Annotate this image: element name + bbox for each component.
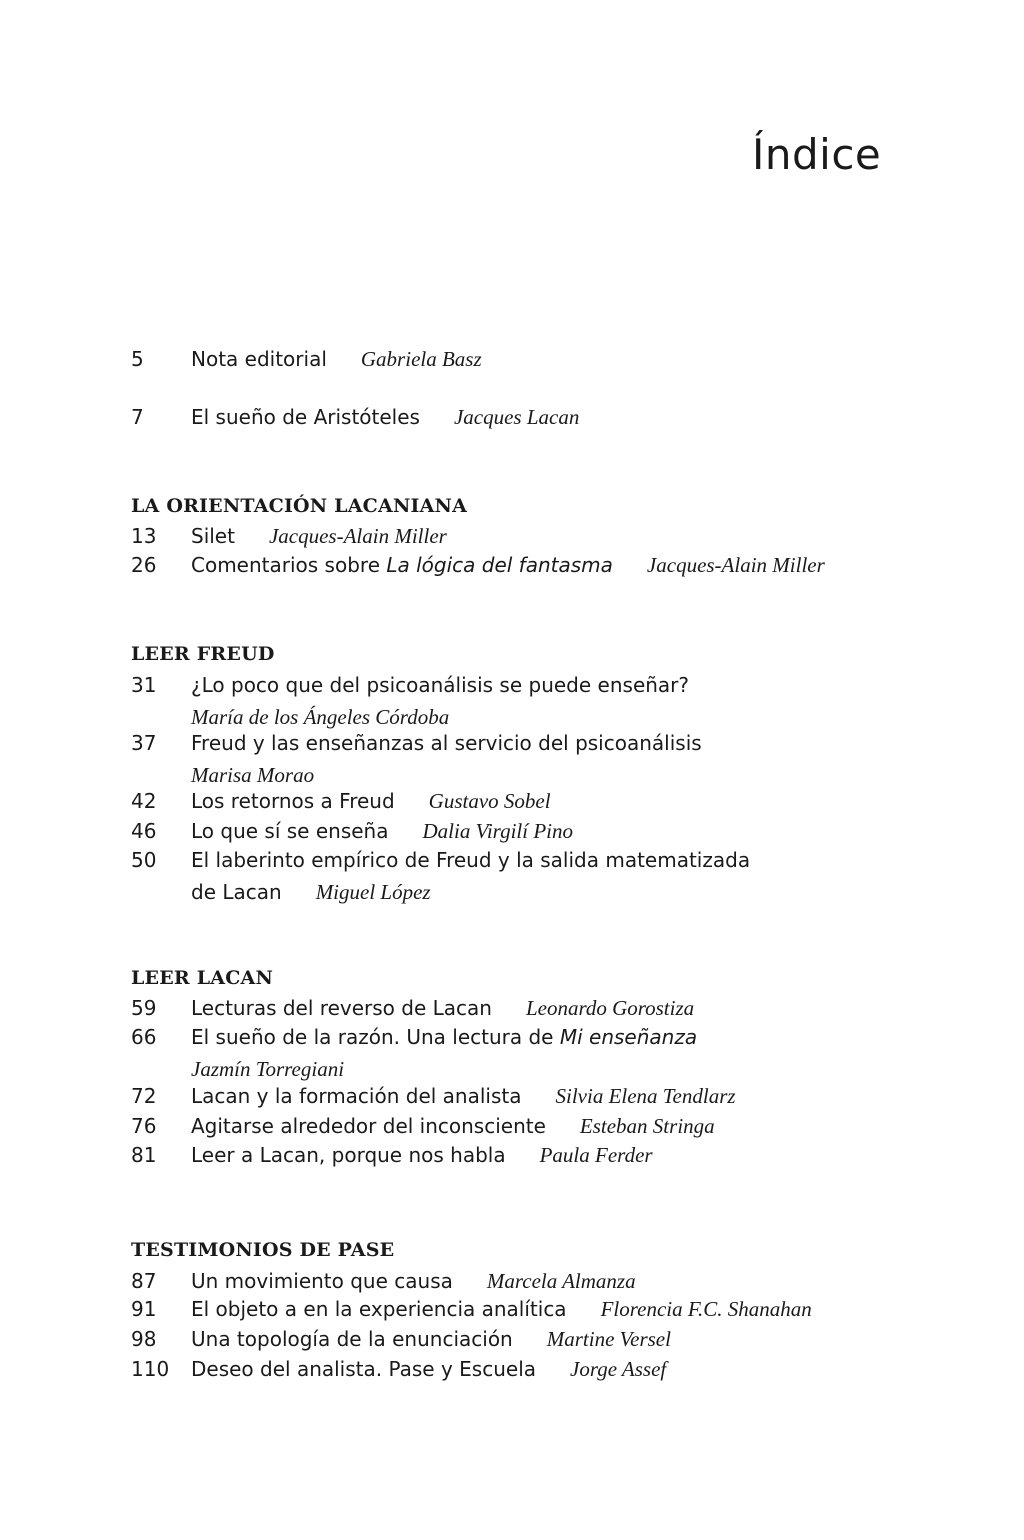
- entry-title: Lecturas del reverso de Lacan: [191, 996, 492, 1020]
- entry-author: Paula Ferder: [539, 1143, 653, 1167]
- entry-title: Comentarios sobre: [191, 553, 387, 577]
- page-number: 110: [131, 1357, 170, 1381]
- entry-title: El sueño de Aristóteles: [191, 405, 420, 429]
- entry-title: Freud y las enseñanzas al servicio del psicoanálisis: [191, 731, 702, 755]
- entry-title: El objeto a en la experiencia analítica: [191, 1297, 567, 1321]
- entry-title: Un movimiento que causa: [191, 1269, 453, 1293]
- entry-title: Nota editorial: [191, 347, 327, 371]
- entry-author: Esteban Stringa: [579, 1114, 715, 1138]
- page-number: 37: [131, 731, 157, 755]
- entry-author: Jacques-Alain Miller: [646, 553, 825, 577]
- entry-author: Silvia Elena Tendlarz: [555, 1084, 736, 1108]
- entry-title: Lo que sí se enseña: [191, 819, 389, 843]
- entry-author: Martine Versel: [546, 1327, 671, 1351]
- entry-author: Florencia F.C. Shanahan: [600, 1297, 812, 1321]
- page-number: 91: [131, 1297, 157, 1321]
- entry-author: María de los Ángeles Córdoba: [191, 705, 450, 729]
- entry-title: El sueño de la razón. Una lectura de: [191, 1025, 560, 1049]
- entry-author: Jorge Assef: [570, 1357, 667, 1381]
- page-number: 59: [131, 996, 157, 1020]
- entry-author: Dalia Virgilí Pino: [422, 819, 573, 843]
- entry-title-italic: Mi enseñanza: [559, 1025, 698, 1049]
- entry-title: Silet: [191, 524, 235, 548]
- page-number: 42: [131, 789, 157, 813]
- entry-title: Agitarse alrededor del inconsciente: [191, 1114, 546, 1138]
- page-number: 5: [131, 347, 144, 371]
- entry-title: Leer a Lacan, porque nos habla: [191, 1143, 506, 1167]
- section-heading: TESTIMONIOS DE PASE: [131, 1239, 395, 1261]
- section-heading: LEER FREUD: [131, 643, 275, 665]
- page-number: 72: [131, 1084, 157, 1108]
- section-heading: LEER LACAN: [131, 967, 274, 989]
- entry-author: Marisa Morao: [191, 763, 315, 787]
- entry-title: Los retornos a Freud: [191, 789, 395, 813]
- page-number: 26: [131, 553, 157, 577]
- page-number: 98: [131, 1327, 157, 1351]
- page-title: Índice: [752, 130, 882, 179]
- entry-author: Leonardo Gorostiza: [525, 996, 695, 1020]
- page-number: 87: [131, 1269, 157, 1293]
- page-number: 31: [131, 673, 157, 697]
- page-number: 13: [131, 524, 157, 548]
- entry-author: Jacques Lacan: [453, 405, 580, 429]
- entry-author: Jazmín Torregiani: [191, 1057, 345, 1081]
- page-number: 7: [131, 405, 144, 429]
- entry-author: Gustavo Sobel: [428, 789, 551, 813]
- entry-title: Deseo del analista. Pase y Escuela: [191, 1357, 537, 1381]
- entry-title: Lacan y la formación del analista: [191, 1084, 522, 1108]
- entry-title: Una topología de la enunciación: [191, 1327, 513, 1351]
- entry-title: El laberinto empírico de Freud y la salida matematizada: [191, 848, 751, 872]
- entry-title-line2: de Lacan: [191, 880, 282, 904]
- entry-author: Miguel López: [315, 880, 431, 904]
- page-number: 81: [131, 1143, 157, 1167]
- entry-author: Marcela Almanza: [486, 1269, 636, 1293]
- page-number: 66: [131, 1025, 157, 1049]
- page-number: 50: [131, 848, 157, 872]
- entry-title: ¿Lo poco que del psicoanálisis se puede enseñar?: [191, 673, 690, 697]
- entry-author: Jacques-Alain Miller: [268, 524, 447, 548]
- entry-author: Gabriela Basz: [360, 347, 482, 371]
- page-number: 76: [131, 1114, 157, 1138]
- entry-title-italic: La lógica del fantasma: [386, 553, 613, 577]
- page-number: 46: [131, 819, 157, 843]
- section-heading: LA ORIENTACIÓN LACANIANA: [131, 495, 468, 517]
